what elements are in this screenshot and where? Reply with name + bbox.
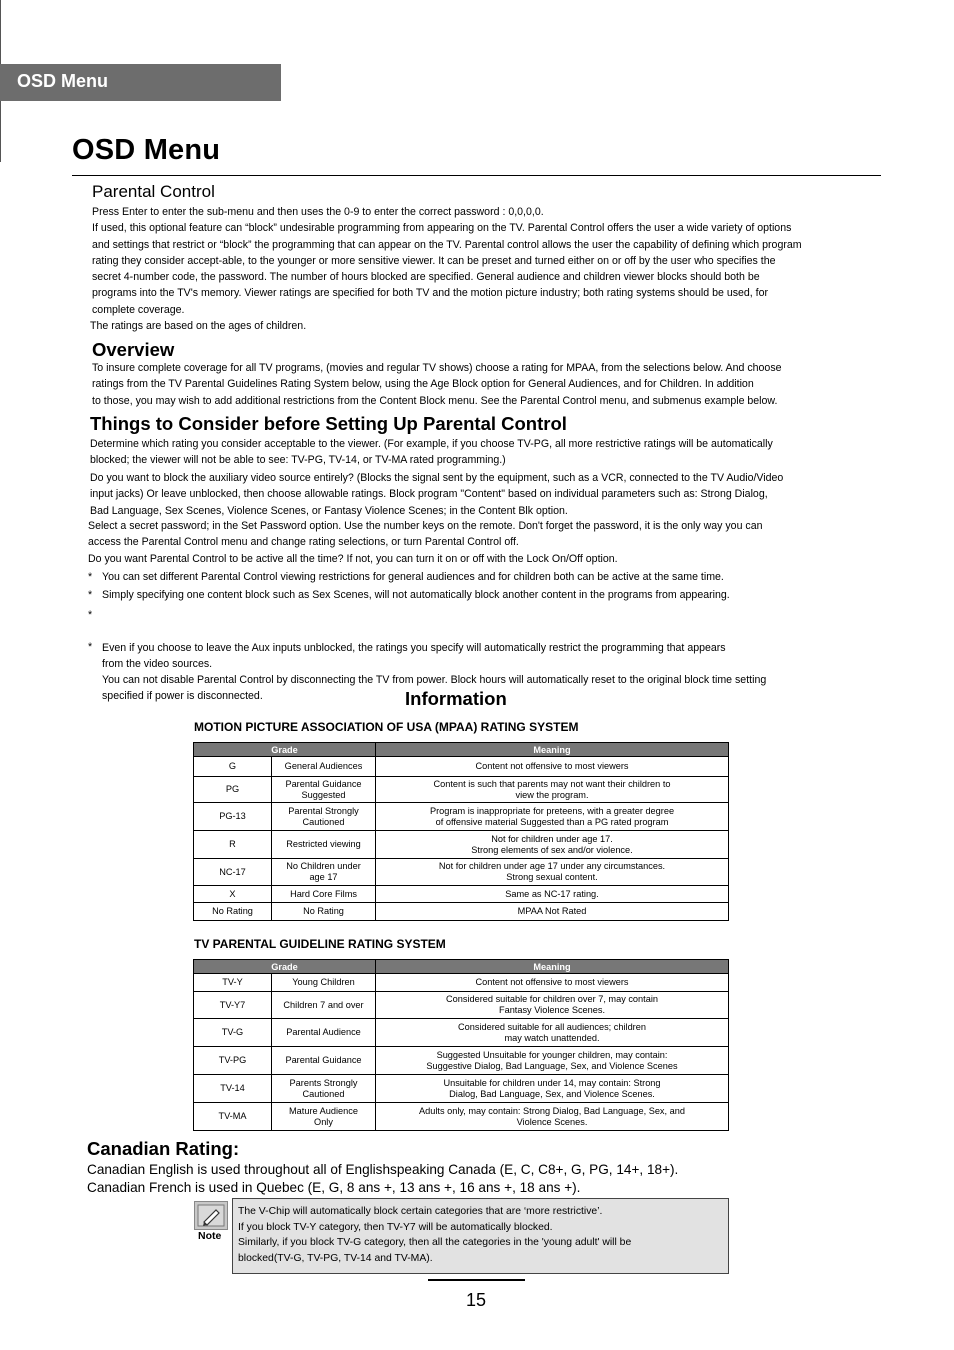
bullet-mark: * bbox=[88, 641, 93, 653]
paragraph-line: Canadian French is used in Quebec (E, G, 8 ans +, 13 ans +, 16 ans +, 18 ans +). bbox=[87, 1179, 581, 1195]
paragraph-line: Determine which rating you consider acceptable to the viewer. (For example, if you choose TV-PG, all more restrictive ratings will be automatically bbox=[90, 438, 773, 450]
note-line: If you block TV-Y category, then TV-Y7 will be automatically blocked. bbox=[238, 1221, 553, 1233]
tv-rating-table bbox=[193, 959, 729, 1131]
rating-code: R bbox=[194, 831, 272, 859]
tv-table-title: TV PARENTAL GUIDELINE RATING SYSTEM bbox=[194, 937, 446, 951]
rating-description: Restricted viewing bbox=[272, 831, 376, 859]
rating-meaning: MPAA Not Rated bbox=[376, 903, 729, 921]
rating-code: PG bbox=[194, 777, 272, 803]
table-row bbox=[194, 992, 729, 1019]
grade-column-header: Grade bbox=[194, 743, 376, 757]
table-header-row bbox=[194, 743, 729, 757]
rating-meaning: Unsuitable for children under 14, may contain: Strong Dialog, Bad Language, Sex, and Violence Scenes. bbox=[376, 1075, 729, 1103]
paragraph-line: Select a secret password; in the Set Password option. Use the number keys on the remote. Don't forget the password, it is the only way you can bbox=[88, 520, 763, 532]
information-heading: Information bbox=[405, 688, 507, 709]
footer-rule bbox=[428, 1279, 525, 1281]
things-to-consider-heading: Things to Consider before Setting Up Parental Control bbox=[90, 413, 567, 434]
rating-meaning: Considered suitable for all audiences; children may watch unattended. bbox=[376, 1019, 729, 1047]
bullet-item bbox=[88, 607, 766, 670]
rating-code: No Rating bbox=[194, 903, 272, 921]
table-row bbox=[194, 903, 729, 921]
paragraph-line: ratings from the TV Parental Guidelines Rating System below, using the Age Block option for General Audiences, and for Children. In addition bbox=[92, 378, 754, 391]
rating-meaning: Program is inappropriate for preteens, with a greater degree of offensive material Suggested than a PG rated program bbox=[376, 803, 729, 831]
rating-description: Parental Guidance Suggested bbox=[272, 777, 376, 803]
things-paragraph-d: Do you want Parental Control to be active all the time? If not, you can turn it on or off with the Lock On/Off option. bbox=[88, 553, 618, 565]
table-row bbox=[194, 974, 729, 992]
table-row bbox=[194, 1075, 729, 1103]
note-box bbox=[232, 1198, 729, 1274]
rating-meaning: Content is such that parents may not want their children to view the program. bbox=[376, 777, 729, 803]
paragraph-line: If used, this optional feature can “block” undesirable programming from appearing on the TV. Parental Control offers the user a wide variety of options bbox=[92, 222, 792, 235]
paragraph-line: Canadian English is used throughout all of Englishspeaking Canada (E, C, C8+, G, PG, 14+, 18+). bbox=[87, 1162, 679, 1177]
bullet-item bbox=[88, 569, 766, 587]
rating-meaning: Content not offensive to most viewers bbox=[376, 757, 729, 777]
paragraph-line: to those, you may wish to add additional restrictions from the Content Block menu. See the Parental Control menu, and submenus example below. bbox=[92, 394, 778, 407]
table-row bbox=[194, 1047, 729, 1075]
paragraph-line: secret 4-number code, the password. The number of hours blocked are specified. General audience and children viewer blocks should both be bbox=[92, 271, 760, 284]
bullet-mark: * bbox=[88, 609, 93, 621]
rating-meaning: Adults only, may contain: Strong Dialog, Bad Language, Sex, and Violence Scenes. bbox=[376, 1103, 729, 1131]
rating-description: Parental Strongly Cautioned bbox=[272, 803, 376, 831]
rating-description: Parents Strongly Cautioned bbox=[272, 1075, 376, 1103]
table-header-row bbox=[194, 960, 729, 974]
rating-description: General Audiences bbox=[272, 757, 376, 777]
rating-description: No Rating bbox=[272, 903, 376, 921]
bullet-item bbox=[88, 587, 766, 607]
paragraph-line: input jacks) Or leave unblocked, then choose allowable ratings. Block program "Content" based on individual parameters such as: Strong Dialog, bbox=[90, 488, 768, 501]
bullet-mark: * bbox=[88, 589, 93, 601]
canadian-rating-body bbox=[87, 1161, 678, 1196]
table-row bbox=[194, 803, 729, 831]
rating-meaning: Same as NC-17 rating. bbox=[376, 886, 729, 903]
rating-meaning: Considered suitable for children over 7, may contain Fantasy Violence Scenes. bbox=[376, 992, 729, 1019]
table-row bbox=[194, 831, 729, 859]
paragraph-line: rating they consider accept-able, to the younger or more sensitive viewer. It can be preset and turned either on or off by the user who specifies the bbox=[92, 254, 776, 267]
paragraph-line: To insure complete coverage for all TV programs, (movies and regular TV shows) choose a rating for MPAA, from the selections below. And choose bbox=[92, 362, 782, 374]
meaning-column-header: Meaning bbox=[376, 960, 729, 974]
section-header-bar bbox=[0, 64, 281, 101]
note-line: blocked(TV-G, TV-PG, TV-14 and TV-MA). bbox=[238, 1252, 433, 1264]
table-row bbox=[194, 1019, 729, 1047]
paragraph-line: and settings that restrict or “block” the programming that can appear on the TV. Parental control allows the user the capability of defining which program bbox=[92, 238, 802, 251]
table-row bbox=[194, 757, 729, 777]
rating-description: Parental Guidance bbox=[272, 1047, 376, 1075]
rating-code: TV-14 bbox=[194, 1075, 272, 1103]
bullet-text: Even if you choose to leave the Aux inputs unblocked, the ratings you specify will automatically restrict the programming that appears from the video sources. bbox=[102, 641, 726, 670]
bullet-text: You can not disable Parental Control by disconnecting the TV from power. Block hours will automatically reset to the original block time setting specified if power is disconnected. bbox=[102, 673, 767, 702]
rating-description: Young Children bbox=[272, 974, 376, 992]
rating-description: Mature Audience Only bbox=[272, 1103, 376, 1131]
paragraph-line: Bad Language, Sex Scenes, Violence Scenes, or Fantasy Violence Scenes; in the Content Blk option. bbox=[90, 504, 568, 517]
page-number: 15 bbox=[466, 1290, 487, 1310]
rating-code: TV-PG bbox=[194, 1047, 272, 1075]
paragraph-line: Press Enter to enter the sub-menu and then uses the 0-9 to enter the correct password : 0,0,0,0. bbox=[92, 206, 544, 218]
rating-code: PG-13 bbox=[194, 803, 272, 831]
rating-meaning: Not for children under age 17. Strong elements of sex and/or violence. bbox=[376, 831, 729, 859]
rating-meaning: Suggested Unsuitable for younger children, may contain: Suggestive Dialog, Bad Language, Sex, and Violence Scenes bbox=[376, 1047, 729, 1075]
mpaa-table-title: MOTION PICTURE ASSOCIATION OF USA (MPAA) RATING SYSTEM bbox=[194, 720, 579, 734]
rating-meaning: Content not offensive to most viewers bbox=[376, 974, 729, 992]
parental-control-heading: Parental Control bbox=[92, 182, 215, 201]
rating-code: TV-Y7 bbox=[194, 992, 272, 1019]
bullet-text: You can set different Parental Control viewing restrictions for general audiences and for children both can be active at the same time. bbox=[102, 571, 724, 583]
paragraph-line: programs into the TV's memory. Viewer ratings are specified for both TV and the motion picture industry; both rating systems should be used, for bbox=[92, 287, 769, 300]
rating-code: TV-MA bbox=[194, 1103, 272, 1131]
rating-code: X bbox=[194, 886, 272, 903]
paragraph-line: access the Parental Control menu and change rating selections, or turn Parental Control off. bbox=[88, 536, 519, 549]
grade-column-header: Grade bbox=[194, 960, 376, 974]
rating-description: Children 7 and over bbox=[272, 992, 376, 1019]
note-label: Note bbox=[198, 1230, 222, 1242]
mpaa-rating-table bbox=[193, 742, 729, 921]
rating-description: Parental Audience bbox=[272, 1019, 376, 1047]
rating-meaning: Not for children under age 17 under any circumstances. Strong sexual content. bbox=[376, 859, 729, 886]
things-paragraph-c bbox=[88, 518, 762, 551]
page-title: OSD Menu bbox=[72, 134, 221, 166]
title-divider bbox=[72, 175, 881, 176]
meaning-column-header: Meaning bbox=[376, 743, 729, 757]
overview-body bbox=[92, 360, 782, 409]
things-paragraph-b bbox=[90, 470, 783, 519]
section-header-label: OSD Menu bbox=[17, 71, 109, 91]
ratings-age-note: The ratings are based on the ages of children. bbox=[90, 320, 307, 332]
paragraph-line: Do you want to block the auxiliary video source entirely? (Blocks the signal sent by the equipment, such as a VCR, connected to the TV Audio/Video bbox=[90, 472, 784, 484]
rating-code: TV-Y bbox=[194, 974, 272, 992]
paragraph-line: blocked; the viewer will not be able to see: TV-PG, TV-14, or TV-MA rated programming.) bbox=[90, 454, 506, 467]
table-row bbox=[194, 777, 729, 803]
paragraph-line: complete coverage. bbox=[92, 303, 185, 316]
pencil-icon bbox=[194, 1201, 228, 1230]
table-row bbox=[194, 859, 729, 886]
bullet-text: Simply specifying one content block such as Sex Scenes, will not automatically block another content in the programs from appearing. bbox=[102, 589, 730, 601]
table-row bbox=[194, 886, 729, 903]
rating-description: Hard Core Films bbox=[272, 886, 376, 903]
rating-description: No Children under age 17 bbox=[272, 859, 376, 886]
parental-control-body bbox=[92, 204, 802, 318]
rating-code: TV-G bbox=[194, 1019, 272, 1047]
table-row bbox=[194, 1103, 729, 1131]
things-paragraph-a bbox=[90, 436, 773, 469]
note-line: The V-Chip will automatically block certain categories that are ‘more restrictive’. bbox=[238, 1206, 603, 1217]
note-line: Similarly, if you block TV-G category, then all the categories in the 'young adult' will be bbox=[238, 1237, 632, 1248]
rating-code: G bbox=[194, 757, 272, 777]
tips-bullet-list bbox=[88, 569, 767, 704]
rating-code: NC-17 bbox=[194, 859, 272, 886]
bullet-mark: * bbox=[88, 571, 93, 583]
overview-heading: Overview bbox=[92, 339, 175, 360]
canadian-rating-heading: Canadian Rating: bbox=[87, 1138, 240, 1159]
